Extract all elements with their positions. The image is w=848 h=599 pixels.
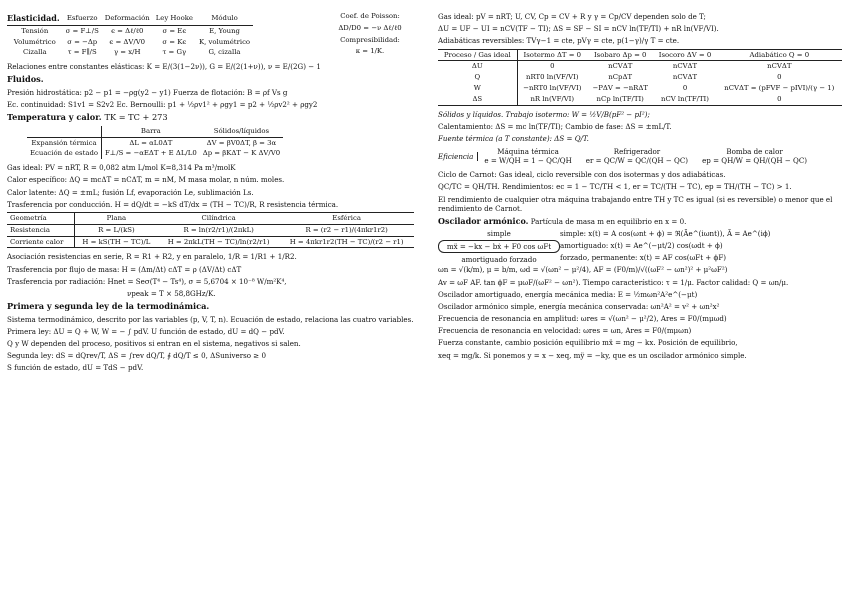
table-row <box>7 25 253 36</box>
compress-formula: κ = 1/K. <box>355 47 385 56</box>
text-line: Primera ley: ΔU = Q + W, W = − ∫ pdV. U función de estado, dU = dQ − pdV. <box>7 326 285 336</box>
col-header: Cilíndrica <box>201 214 236 222</box>
cell: R = (r2 − r1)/(4πkr1r2) <box>305 225 388 234</box>
text-line: Sistema termodinámico, descrito por las variables (p, V, T, n). Ecuación de estado, relaciona las cuatro variables. <box>7 314 414 324</box>
poisson-box <box>326 12 414 62</box>
cell: W <box>438 83 517 94</box>
col-header: Sólidos/líquidos <box>213 126 270 135</box>
cell: E, Young <box>209 26 240 35</box>
right-column <box>438 12 842 363</box>
poisson-title: Coef. de Poisson: <box>340 12 400 20</box>
efficiency-formula: e = W/QH = 1 − QC/QH <box>484 156 572 166</box>
efficiency-cell <box>484 147 571 165</box>
elasticity-table <box>7 12 253 58</box>
text-line: amortiguado: x(t) = Ae^(−μt/2) cos(ωdt + ϕ) <box>560 241 723 251</box>
cell: nCpΔT <box>608 73 633 82</box>
elasticity-block <box>7 12 414 62</box>
col-header: Esfuerzo <box>66 14 98 22</box>
col-header: Barra <box>140 126 161 135</box>
text-line: El rendimiento de cualquier otra máquina trabajando entre TH y TC es igual (si es reversible) o menor que el rendimiento de Carnot. <box>438 194 833 213</box>
cell: −nRT0 ln(VF/VI) <box>523 84 582 92</box>
text-line: Ciclo de Carnot: Gas ideal, ciclo reversible con dos isotermas y dos adiabáticas. <box>438 170 726 180</box>
text-line: Gas ideal: PV = nRT, R = 0,082 atm L/mol K=8,314 Pa m³/molK <box>7 163 236 173</box>
fluids-title: Fluidos. <box>7 74 44 85</box>
elasticity-title: Elasticidad. <box>7 13 60 23</box>
cell: F⊥/S = −αEΔT + E ΔL/L0 <box>105 149 197 158</box>
cell: R = ln(r2/r1)/(2πkL) <box>183 225 254 234</box>
text-line: Oscilador amortiguado, energía mecánica media: E = ½mωn²A²e^(−μt) <box>438 289 698 299</box>
text-line: ωn = √(k/m), μ = b/m, ωd = √(ωn² − μ²/4), AF = (F0/m)/√((ωF² − ωn²)² + μ²ωF²) <box>438 265 728 275</box>
cell: nRT0 ln(VF/VI) <box>526 73 579 82</box>
col-header: Módulo <box>211 14 238 22</box>
cell: nCVΔT <box>672 73 698 82</box>
fluids-line: Presión hidrostática: p2 − p1 = −ρg(y2 − y1) Fuerza de flotación: B = ρf Vs g <box>7 87 288 97</box>
cell: Cizalla <box>22 48 47 57</box>
cell: ϵ = ΔV/V0 <box>109 37 146 46</box>
efficiency-label: Eficiencia <box>438 152 478 161</box>
cell: nCp ln(TF/TI) <box>596 94 644 103</box>
process-table <box>438 49 842 106</box>
text-line: S función de estado, dU = TdS − pdV. <box>7 363 144 373</box>
cell: −PΔV = −nRΔT <box>592 84 648 92</box>
fluids-line: Ec. continuidad: S1v1 = S2v2 Ec. Bernoulli: p1 + ½ρv1² + ρgy1 = p2 + ½ρv2² + ρgy2 <box>7 100 318 110</box>
col-header: Isocoro ΔV = 0 <box>658 50 712 59</box>
cell: ΔU <box>438 61 517 72</box>
cell: nCVΔT <box>608 62 633 71</box>
cell: 0 <box>682 84 688 92</box>
text-line: Segunda ley: dS = dQrev/T, ΔS = ∫rev dQ/T, ∮ dQ/T ≤ 0, ΔSuniverso ≥ 0 <box>7 351 266 361</box>
text-line: Oscilador armónico simple, energía mecánica conservada: ωn²A² = v² + ωn²x² <box>438 301 720 311</box>
col-header: Adiabático Q = 0 <box>749 50 810 59</box>
text-line: Trasferencia por flujo de masa: H = (Δm/Δt) cΔT = ρ (ΔV/Δt) cΔT <box>7 264 242 274</box>
cell: Expansión térmica <box>27 137 102 148</box>
text-line: ΔU = UF − UI = nCV(TF − TI); ΔS = SF − SI = nCV ln(TF/TI) + nR ln(VF/VI). <box>438 24 719 34</box>
table-row <box>27 148 283 159</box>
cell: Q <box>438 72 517 83</box>
cell: ΔS <box>438 94 517 105</box>
expansion-table <box>27 126 283 159</box>
cell: τ = Gγ <box>162 48 187 57</box>
text-line: Gas ideal: pV = nRT; U, CV, Cp = CV + R y γ = Cp/CV dependen solo de T; <box>438 12 706 21</box>
geometry-table <box>7 212 414 248</box>
cell: 0 <box>550 62 555 71</box>
efficiency-formula: ep = QH/W = QH/(QH − QC) <box>702 156 808 166</box>
cell: σ = −Δp <box>67 37 98 46</box>
col-header <box>27 126 102 137</box>
cell: τ = F∥/S <box>67 48 97 57</box>
cell: K, volumétrico <box>198 37 251 46</box>
efficiency-cells <box>484 147 807 165</box>
text-line: Trasferencia por conducción. H = dQ/dt = −kS dT/dx = (TH − TC)/R, R resistencia térmica. <box>7 199 339 209</box>
col-header: Proceso / Gas ideal <box>438 49 517 61</box>
cell: Ecuación de estado <box>27 148 102 159</box>
text-line: Q y W dependen del proceso, positivos si entran en el sistema, negativos si salen. <box>7 339 301 349</box>
oscillator-title: Oscilador armónico. <box>438 215 529 226</box>
cell: H = 2πkL(TH − TC)/ln(r2/r1) <box>167 237 270 246</box>
text-line: Calor latente: ΔQ = ±mL; fusión Lf, evaporación Le, sublimación Ls. <box>7 187 254 197</box>
oscillator-solutions <box>560 229 842 265</box>
text-line: forzado, permanente: x(t) = AF cos(ωFt + ϕF) <box>560 253 727 263</box>
table-row <box>7 37 253 48</box>
cell: ΔL = αL0ΔT <box>129 138 173 147</box>
cell: G, cizalla <box>208 48 241 57</box>
text-line: νpeak = T × 58,8GHz/K. <box>127 289 216 298</box>
text-line: simple: x(t) = A cos(ωnt + ϕ) = ℜ(Ãe^(iωnt)), Ã = Ae^(iϕ) <box>560 229 771 239</box>
efficiency-formula: er = QC/W = QC/(QH − QC) <box>585 156 689 166</box>
left-column <box>7 12 414 376</box>
col-header: Plana <box>106 214 127 222</box>
col-header: Geometría <box>7 213 74 225</box>
table-row <box>7 236 414 248</box>
cell: nCVΔT = (pFVF − pIVI)/(γ − 1) <box>724 84 835 92</box>
text-line: Fuerza constante, cambio posición equilibrio mẍ = mg − kx. Posición de equilibrio, <box>438 338 738 348</box>
poisson-formula: ΔD/D0 = −ν Δℓ/ℓ0 <box>338 23 402 32</box>
cell: σ = Eϵ <box>162 26 187 35</box>
cell: nR ln(VF/VI) <box>530 94 575 103</box>
thermo-title: Primera y segunda ley de la termodinámica. <box>7 301 210 312</box>
col-header: Isobaro Δp = 0 <box>593 50 647 59</box>
table-row <box>438 61 842 72</box>
cell: 0 <box>777 94 782 103</box>
cell: H = kS(TH − TC)/L <box>82 237 151 246</box>
text-line: Av = ωF AF. tan ϕF = μωF/(ωF² − ωn²). Tiempo característico: τ = 1/μ. Factor calidad: Q = ωn/μ. <box>438 277 789 287</box>
text-line: Sólidos y líquidos. Trabajo isotermo: W = ½V/B(pF² − pI²); <box>438 109 650 119</box>
table-row <box>7 47 253 58</box>
temperature-heading <box>7 112 414 123</box>
text-line: Frecuencia de resonancia en amplitud: ωres = √(ωn² − μ²/2), Ares = F0/(mμωd) <box>438 314 727 324</box>
cell: ΔV = βV0ΔT, β = 3α <box>206 138 277 147</box>
text-line: Adiabáticas reversibles: TVγ−1 = cte, pVγ = cte, p(1−γ)/γ T = cte. <box>438 36 680 46</box>
oscillator-label: amortiguado forzado <box>461 255 537 265</box>
text-line: Trasferencia por radiación: Hnet = Seσ(T⁴ − Ts⁴), σ = 5,6704 × 10⁻⁸ W/m²K⁴, <box>7 276 287 286</box>
text-line: Calentamiento: ΔS = mc ln(TF/TI); Cambio de fase: ΔS = ±mL/T. <box>438 121 672 131</box>
efficiency-header: Refrigerador <box>613 147 661 157</box>
text-line: xeq = mg/k. Si ponemos y = x − xeq, mÿ = −ky, que es un oscilador armónico simple. <box>438 350 747 360</box>
text-line: Asociación resistencias en serie, R = R1 + R2, y en paralelo, 1/R = 1/R1 + 1/R2. <box>7 252 297 262</box>
col-header: Ley Hooke <box>155 14 193 22</box>
cell: nCV ln(TF/TI) <box>661 94 709 103</box>
oscillator-equation-block <box>438 229 560 265</box>
efficiency-header: Bomba de calor <box>726 147 783 157</box>
table-row <box>438 94 842 105</box>
cell: σ = Kϵ <box>162 37 187 46</box>
oscillator-heading <box>438 216 842 226</box>
cell: σ = F⊥/S <box>65 26 99 35</box>
table-row <box>7 224 414 236</box>
table-row <box>438 83 842 94</box>
cell: Tensión <box>21 26 49 35</box>
cell: H = 4πkr1r2(TH − TC)/(r2 − r1) <box>289 237 404 246</box>
cell: nCVΔT <box>767 62 792 71</box>
text-line: Fuente térmica (a T constante): ΔS = Q/T. <box>438 134 589 143</box>
table-row <box>438 72 842 83</box>
text-line: Frecuencia de resonancia en velocidad: ωres = ωn, Ares = F0/(mμωn) <box>438 326 692 336</box>
table-row <box>27 137 283 148</box>
col-header: Isotermo ΔT = 0 <box>523 50 582 59</box>
cell: R = L/(kS) <box>98 225 135 234</box>
efficiency-box <box>438 147 842 165</box>
text-line: QC/TC = QH/TH. Rendimientos: ec = 1 − TC/TH < 1, er = TC/(TH − TC), ep = TH/(TH − TC) > 1. <box>438 182 792 192</box>
col-header: Esférica <box>332 214 361 222</box>
text-line: Calor específico: ΔQ = mcΔT = nCΔT, m = nM, M masa molar, n núm. moles. <box>7 175 285 185</box>
cell: γ = x/H <box>113 48 141 57</box>
col-header: Deformación <box>104 14 150 22</box>
cell: ϵ = Δℓ/ℓ0 <box>111 26 144 35</box>
temperature-formula: TK = TC + 273 <box>104 112 168 123</box>
oscillator-equation: mẍ = −kx − bẋ + F0 cos ωFt <box>438 240 560 253</box>
cell: 0 <box>777 73 782 82</box>
cell: nCVΔT <box>672 62 698 71</box>
oscillator-box <box>438 229 842 265</box>
efficiency-cell <box>702 147 807 165</box>
compress-title: Compresibilidad: <box>340 35 400 44</box>
oscillator-intro: Partícula de masa m en equilibrio en x = 0. <box>530 216 687 226</box>
oscillator-label: simple <box>487 229 511 239</box>
cell: Resistencia <box>7 224 74 236</box>
temperature-title: Temperatura y calor. <box>7 112 102 123</box>
cell: Corriente calor <box>7 236 74 248</box>
cell: Δp = βKΔT − K ΔV/V0 <box>202 149 281 158</box>
efficiency-header: Máquina térmica <box>497 147 559 157</box>
efficiency-cell <box>586 147 688 165</box>
cell: Volumétrico <box>13 37 56 46</box>
elastic-relations: Relaciones entre constantes elásticas: K = E/(3(1−2ν)), G = E/(2(1+ν)), ν = E/(2G) − 1 <box>7 62 321 72</box>
